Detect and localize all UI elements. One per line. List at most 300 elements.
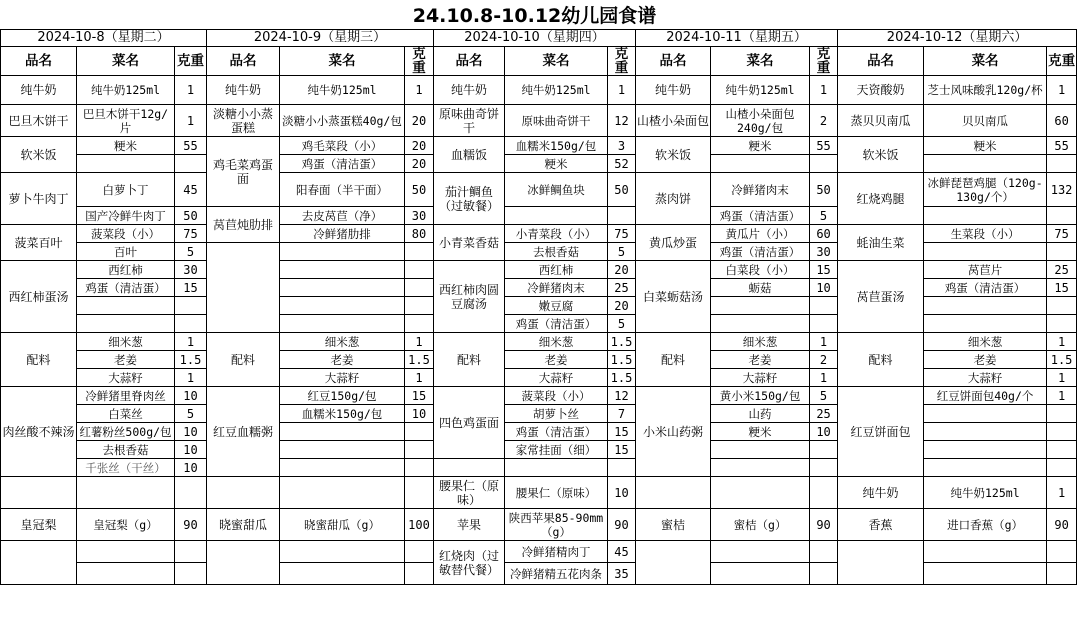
weight-cell xyxy=(405,261,434,279)
weight-cell: 1 xyxy=(1047,477,1077,509)
dish-cell: 莴苣片 xyxy=(924,261,1047,279)
dish-cell xyxy=(924,441,1047,459)
dish-cell xyxy=(924,405,1047,423)
column-header-weight: 克重 xyxy=(175,47,207,76)
weight-cell: 50 xyxy=(405,173,434,207)
weight-cell xyxy=(175,477,207,509)
weight-cell: 2 xyxy=(810,351,838,369)
weight-cell: 1.5 xyxy=(405,351,434,369)
dish-cell: 冷鲜猪肋排 xyxy=(280,225,405,243)
column-header-cat: 品名 xyxy=(207,47,280,76)
category-cell: 蚝油生菜 xyxy=(838,225,924,261)
dish-cell: 大蒜籽 xyxy=(77,369,175,387)
dish-cell: 国产冷鲜牛肉丁 xyxy=(77,207,175,225)
weight-cell xyxy=(175,297,207,315)
dish-cell xyxy=(77,477,175,509)
category-cell: 红豆血糯粥 xyxy=(207,387,280,477)
category-cell: 莴苣蛋汤 xyxy=(838,261,924,333)
weight-cell xyxy=(1047,441,1077,459)
dish-cell xyxy=(280,315,405,333)
weight-cell: 20 xyxy=(405,137,434,155)
dish-cell: 冷鲜猪里脊肉丝 xyxy=(77,387,175,405)
category-cell xyxy=(207,477,280,509)
dish-cell xyxy=(924,155,1047,173)
category-cell: 腰果仁（原味） xyxy=(434,477,505,509)
dish-cell: 细米葱 xyxy=(505,333,608,351)
category-cell: 配料 xyxy=(1,333,77,387)
weight-cell: 30 xyxy=(175,261,207,279)
weight-cell xyxy=(175,315,207,333)
category-cell: 蜜桔 xyxy=(636,509,711,541)
dish-cell: 白菜段（小） xyxy=(711,261,810,279)
weight-cell: 1.5 xyxy=(608,369,636,387)
dish-cell: 嫩豆腐 xyxy=(505,297,608,315)
column-header-dish: 菜名 xyxy=(924,47,1047,76)
category-cell: 血糯饭 xyxy=(434,137,505,173)
dish-cell: 百叶 xyxy=(77,243,175,261)
dish-cell xyxy=(924,297,1047,315)
dish-cell: 巴旦木饼干12g/片 xyxy=(77,105,175,137)
category-cell: 巴旦木饼干 xyxy=(1,105,77,137)
category-cell: 纯牛奶 xyxy=(838,477,924,509)
dish-cell xyxy=(924,459,1047,477)
weight-cell: 35 xyxy=(608,563,636,585)
weight-cell xyxy=(810,155,838,173)
dish-cell: 鸡蛋（清洁蛋） xyxy=(280,155,405,173)
day-date-4: 2024-10-11（星期五） xyxy=(636,30,838,47)
table-row xyxy=(1,105,1077,137)
weight-cell: 132 xyxy=(1047,173,1077,207)
dish-cell xyxy=(711,441,810,459)
category-cell: 莴苣炖肋排 xyxy=(207,207,280,243)
dish-cell xyxy=(924,423,1047,441)
dish-cell: 千张丝（干丝） xyxy=(77,459,175,477)
weight-cell: 1 xyxy=(608,76,636,105)
category-cell xyxy=(207,541,280,585)
dish-cell: 原味曲奇饼干 xyxy=(505,105,608,137)
dish-cell xyxy=(280,459,405,477)
weight-cell: 90 xyxy=(175,509,207,541)
category-cell: 配料 xyxy=(636,333,711,387)
dish-cell xyxy=(711,459,810,477)
weight-cell: 5 xyxy=(175,405,207,423)
category-cell: 西红柿蛋汤 xyxy=(1,261,77,333)
dish-cell xyxy=(505,207,608,225)
category-cell: 纯牛奶 xyxy=(636,76,711,105)
dish-cell: 鸡蛋（清洁蛋） xyxy=(924,279,1047,297)
dish-cell: 老姜 xyxy=(711,351,810,369)
weight-cell: 25 xyxy=(1047,261,1077,279)
dish-cell xyxy=(77,315,175,333)
weight-cell: 10 xyxy=(175,387,207,405)
day-header-row xyxy=(1,30,1077,47)
dish-cell xyxy=(924,207,1047,225)
weight-cell xyxy=(405,541,434,563)
dish-cell: 冰鲜鲷鱼块 xyxy=(505,173,608,207)
table-row xyxy=(1,76,1077,105)
dish-cell xyxy=(280,477,405,509)
weight-cell: 50 xyxy=(810,173,838,207)
dish-cell xyxy=(280,563,405,585)
dish-cell: 纯牛奶125ml xyxy=(924,477,1047,509)
weight-cell xyxy=(405,279,434,297)
weight-cell xyxy=(1047,207,1077,225)
dish-cell: 去根香菇 xyxy=(77,441,175,459)
category-cell: 小米山药粥 xyxy=(636,387,711,477)
category-cell: 黄瓜炒蛋 xyxy=(636,225,711,261)
weight-cell: 30 xyxy=(405,207,434,225)
dish-cell: 贝贝南瓜 xyxy=(924,105,1047,137)
category-cell: 肉丝酸不辣汤 xyxy=(1,387,77,477)
dish-cell: 红豆饼面包40g/个 xyxy=(924,387,1047,405)
dish-cell: 鸡蛋（清洁蛋） xyxy=(505,315,608,333)
dish-cell: 生菜段（小） xyxy=(924,225,1047,243)
dish-cell: 细米葱 xyxy=(77,333,175,351)
dish-cell: 粳米 xyxy=(505,155,608,173)
weight-cell: 5 xyxy=(175,243,207,261)
dish-cell: 纯牛奶125ml xyxy=(77,76,175,105)
dish-cell xyxy=(77,563,175,585)
weight-cell: 90 xyxy=(608,509,636,541)
table-row xyxy=(1,541,1077,563)
weight-cell xyxy=(810,477,838,509)
weight-cell: 75 xyxy=(175,225,207,243)
weight-cell: 7 xyxy=(608,405,636,423)
weight-cell: 1 xyxy=(405,76,434,105)
column-header-dish: 菜名 xyxy=(505,47,608,76)
dish-cell: 纯牛奶125ml xyxy=(505,76,608,105)
dish-cell: 粳米 xyxy=(711,423,810,441)
menu-table xyxy=(0,29,1077,585)
category-cell: 菠菜百叶 xyxy=(1,225,77,261)
dish-cell: 淡糖小小蒸蛋糕40g/包 xyxy=(280,105,405,137)
category-cell: 蒸肉饼 xyxy=(636,173,711,225)
dish-cell: 冷鲜猪精五花肉条 xyxy=(505,563,608,585)
dish-cell: 胡萝卜丝 xyxy=(505,405,608,423)
category-cell xyxy=(636,477,711,509)
dish-cell xyxy=(280,541,405,563)
category-cell: 配料 xyxy=(207,333,280,387)
dish-cell: 老姜 xyxy=(924,351,1047,369)
weight-cell xyxy=(405,441,434,459)
weight-cell xyxy=(810,315,838,333)
weight-cell: 30 xyxy=(810,243,838,261)
dish-cell: 鸡毛菜段（小） xyxy=(280,137,405,155)
weight-cell xyxy=(1047,315,1077,333)
column-header-dish: 菜名 xyxy=(77,47,175,76)
weight-cell: 20 xyxy=(608,261,636,279)
weight-cell: 90 xyxy=(810,509,838,541)
dish-cell: 晓蜜甜瓜（g） xyxy=(280,509,405,541)
weight-cell: 1.5 xyxy=(1047,351,1077,369)
column-header-dish: 菜名 xyxy=(711,47,810,76)
category-cell: 软米饭 xyxy=(1,137,77,173)
day-date-2: 2024-10-9（星期三） xyxy=(207,30,434,47)
dish-cell xyxy=(924,541,1047,563)
weight-cell xyxy=(810,541,838,563)
weight-cell: 1 xyxy=(1047,76,1077,105)
weight-cell: 1 xyxy=(1047,369,1077,387)
weight-cell xyxy=(405,477,434,509)
weight-cell: 50 xyxy=(608,173,636,207)
dish-cell: 冷鲜猪肉末 xyxy=(505,279,608,297)
weight-cell: 10 xyxy=(175,423,207,441)
dish-cell: 纯牛奶125ml xyxy=(280,76,405,105)
dish-cell: 腰果仁（原味） xyxy=(505,477,608,509)
dish-cell: 冷鲜猪精肉丁 xyxy=(505,541,608,563)
category-cell: 红烧鸡腿 xyxy=(838,173,924,225)
weight-cell: 5 xyxy=(608,243,636,261)
dish-cell xyxy=(924,563,1047,585)
dish-cell: 家常挂面（细） xyxy=(505,441,608,459)
weight-cell: 5 xyxy=(608,315,636,333)
weight-cell: 1 xyxy=(1047,387,1077,405)
dish-cell xyxy=(924,243,1047,261)
dish-cell: 鸡蛋（清洁蛋） xyxy=(711,243,810,261)
weight-cell: 1 xyxy=(810,369,838,387)
dish-cell: 山药 xyxy=(711,405,810,423)
column-header-cat: 品名 xyxy=(838,47,924,76)
category-cell: 四色鸡蛋面 xyxy=(434,387,505,459)
dish-cell: 去皮莴苣（净） xyxy=(280,207,405,225)
weight-cell xyxy=(405,315,434,333)
weight-cell: 90 xyxy=(1047,509,1077,541)
column-header-weight: 克重 xyxy=(608,47,636,76)
weight-cell: 50 xyxy=(175,207,207,225)
category-cell: 纯牛奶 xyxy=(434,76,505,105)
dish-cell: 大蒜籽 xyxy=(505,369,608,387)
dish-cell xyxy=(280,261,405,279)
weight-cell: 45 xyxy=(175,173,207,207)
weight-cell: 15 xyxy=(608,423,636,441)
weight-cell: 15 xyxy=(405,387,434,405)
category-cell: 天资酸奶 xyxy=(838,76,924,105)
dish-cell: 鸡蛋（清洁蛋） xyxy=(711,207,810,225)
dish-cell: 菠菜段（小） xyxy=(77,225,175,243)
weight-cell xyxy=(810,563,838,585)
weight-cell xyxy=(810,297,838,315)
weight-cell: 100 xyxy=(405,509,434,541)
weight-cell: 75 xyxy=(608,225,636,243)
weight-cell: 15 xyxy=(810,261,838,279)
weight-cell: 55 xyxy=(175,137,207,155)
table-row xyxy=(1,225,1077,243)
category-cell xyxy=(207,243,280,333)
column-header-cat: 品名 xyxy=(636,47,711,76)
dish-cell: 蜜桔（g） xyxy=(711,509,810,541)
weight-cell xyxy=(175,563,207,585)
dish-cell: 冰鲜琵琶鸡腿（120g-130g/个） xyxy=(924,173,1047,207)
dish-cell: 鸡蛋（清洁蛋） xyxy=(505,423,608,441)
category-cell: 纯牛奶 xyxy=(207,76,280,105)
table-row xyxy=(1,173,1077,207)
category-cell xyxy=(1,541,77,585)
day-date-5: 2024-10-12（星期六） xyxy=(838,30,1077,47)
dish-cell xyxy=(711,563,810,585)
weight-cell: 12 xyxy=(608,105,636,137)
dish-cell: 粳米 xyxy=(711,137,810,155)
dish-cell: 大蒜籽 xyxy=(924,369,1047,387)
weight-cell: 20 xyxy=(405,155,434,173)
weight-cell xyxy=(1047,243,1077,261)
dish-cell: 小青菜段（小） xyxy=(505,225,608,243)
dish-cell xyxy=(280,441,405,459)
weight-cell: 1 xyxy=(810,333,838,351)
dish-cell: 细米葱 xyxy=(280,333,405,351)
dish-cell xyxy=(77,297,175,315)
category-cell xyxy=(838,541,924,585)
dish-cell: 黄小米150g/包 xyxy=(711,387,810,405)
weight-cell xyxy=(1047,541,1077,563)
weight-cell: 25 xyxy=(608,279,636,297)
table-row xyxy=(1,333,1077,351)
dish-cell: 阳春面（半干面） xyxy=(280,173,405,207)
weight-cell xyxy=(405,459,434,477)
dish-cell: 菠菜段（小） xyxy=(505,387,608,405)
dish-cell: 老姜 xyxy=(505,351,608,369)
dish-cell: 白萝卜丁 xyxy=(77,173,175,207)
category-cell: 皇冠梨 xyxy=(1,509,77,541)
weight-cell xyxy=(405,563,434,585)
weight-cell xyxy=(1047,155,1077,173)
dish-cell: 西红柿 xyxy=(77,261,175,279)
weight-cell: 5 xyxy=(810,387,838,405)
category-cell: 淡糖小小蒸蛋糕 xyxy=(207,105,280,137)
dish-cell: 红薯粉丝500g/包 xyxy=(77,423,175,441)
dish-cell: 冷鲜猪肉末 xyxy=(711,173,810,207)
dish-cell: 粳米 xyxy=(924,137,1047,155)
dish-cell xyxy=(505,459,608,477)
dish-cell: 皇冠梨（g） xyxy=(77,509,175,541)
category-cell: 小青菜香菇 xyxy=(434,225,505,261)
weight-cell: 55 xyxy=(1047,137,1077,155)
dish-cell: 黄瓜片（小） xyxy=(711,225,810,243)
category-cell: 配料 xyxy=(434,333,505,387)
dish-cell: 山楂小朵面包240g/包 xyxy=(711,105,810,137)
weight-cell xyxy=(405,423,434,441)
weight-cell xyxy=(1047,423,1077,441)
weight-cell: 3 xyxy=(608,137,636,155)
weight-cell: 60 xyxy=(1047,105,1077,137)
category-cell: 配料 xyxy=(838,333,924,387)
weight-cell xyxy=(175,155,207,173)
weight-cell: 80 xyxy=(405,225,434,243)
dish-cell xyxy=(711,155,810,173)
weight-cell: 10 xyxy=(175,441,207,459)
weight-cell: 55 xyxy=(810,137,838,155)
category-cell: 苹果 xyxy=(434,509,505,541)
weight-cell xyxy=(405,297,434,315)
dish-cell: 血糯米150g/包 xyxy=(280,405,405,423)
category-cell: 软米饭 xyxy=(636,137,711,173)
category-cell: 蒸贝贝南瓜 xyxy=(838,105,924,137)
dish-cell: 细米葱 xyxy=(711,333,810,351)
dish-cell xyxy=(711,477,810,509)
dish-cell xyxy=(711,541,810,563)
weight-cell xyxy=(810,459,838,477)
weight-cell: 45 xyxy=(608,541,636,563)
menu-title: 24.10.8-10.12幼儿园食谱 xyxy=(412,5,657,27)
category-cell: 茄汁鲷鱼（过敏餐） xyxy=(434,173,505,225)
category-cell: 白菜蛎菇汤 xyxy=(636,261,711,333)
table-row xyxy=(1,509,1077,541)
category-cell: 萝卜牛肉丁 xyxy=(1,173,77,225)
dish-cell: 去根香菇 xyxy=(505,243,608,261)
dish-cell: 血糯米150g/包 xyxy=(505,137,608,155)
dish-cell: 大蒜籽 xyxy=(280,369,405,387)
weight-cell xyxy=(1047,405,1077,423)
table-row xyxy=(1,387,1077,405)
dish-cell xyxy=(280,297,405,315)
day-date-1: 2024-10-8（星期二） xyxy=(1,30,207,47)
dish-cell: 西红柿 xyxy=(505,261,608,279)
weight-cell: 1 xyxy=(405,333,434,351)
table-row xyxy=(1,477,1077,509)
weight-cell: 75 xyxy=(1047,225,1077,243)
day-date-3: 2024-10-10（星期四） xyxy=(434,30,636,47)
weight-cell: 15 xyxy=(1047,279,1077,297)
weight-cell: 1 xyxy=(175,333,207,351)
weight-cell: 1 xyxy=(1047,333,1077,351)
weight-cell: 1 xyxy=(810,76,838,105)
category-cell: 山楂小朵面包 xyxy=(636,105,711,137)
weight-cell: 1.5 xyxy=(175,351,207,369)
dish-cell xyxy=(711,315,810,333)
weight-cell xyxy=(175,541,207,563)
weight-cell: 15 xyxy=(175,279,207,297)
dish-cell: 粳米 xyxy=(77,137,175,155)
dish-cell: 红豆150g/包 xyxy=(280,387,405,405)
weight-cell: 10 xyxy=(405,405,434,423)
weight-cell: 1 xyxy=(405,369,434,387)
weight-cell xyxy=(810,441,838,459)
dish-cell: 芝士风味酸乳120g/杯 xyxy=(924,76,1047,105)
weight-cell: 52 xyxy=(608,155,636,173)
weight-cell: 12 xyxy=(608,387,636,405)
category-cell: 软米饭 xyxy=(838,137,924,173)
category-cell: 红烧肉（过敏替代餐） xyxy=(434,541,505,585)
dish-cell xyxy=(280,279,405,297)
dish-cell: 蛎菇 xyxy=(711,279,810,297)
dish-cell: 老姜 xyxy=(280,351,405,369)
weight-cell: 5 xyxy=(810,207,838,225)
category-cell: 原味曲奇饼干 xyxy=(434,105,505,137)
category-cell: 西红柿肉圆豆腐汤 xyxy=(434,261,505,333)
dish-cell: 进口香蕉（g） xyxy=(924,509,1047,541)
dish-cell xyxy=(924,315,1047,333)
weight-cell: 60 xyxy=(810,225,838,243)
dish-cell xyxy=(280,423,405,441)
weight-cell: 1 xyxy=(175,105,207,137)
dish-cell: 陕西苹果85-90mm（g） xyxy=(505,509,608,541)
weight-cell xyxy=(1047,563,1077,585)
weight-cell xyxy=(405,243,434,261)
dish-cell: 白菜丝 xyxy=(77,405,175,423)
weight-cell: 20 xyxy=(608,297,636,315)
category-cell: 纯牛奶 xyxy=(1,76,77,105)
column-header-weight: 克重 xyxy=(810,47,838,76)
weight-cell: 15 xyxy=(608,441,636,459)
column-header-dish: 菜名 xyxy=(280,47,405,76)
dish-cell xyxy=(280,243,405,261)
weight-cell xyxy=(1047,459,1077,477)
column-header-row xyxy=(1,47,1077,76)
dish-cell xyxy=(711,297,810,315)
weight-cell xyxy=(608,459,636,477)
weight-cell: 25 xyxy=(810,405,838,423)
category-cell xyxy=(434,459,505,477)
column-header-cat: 品名 xyxy=(1,47,77,76)
